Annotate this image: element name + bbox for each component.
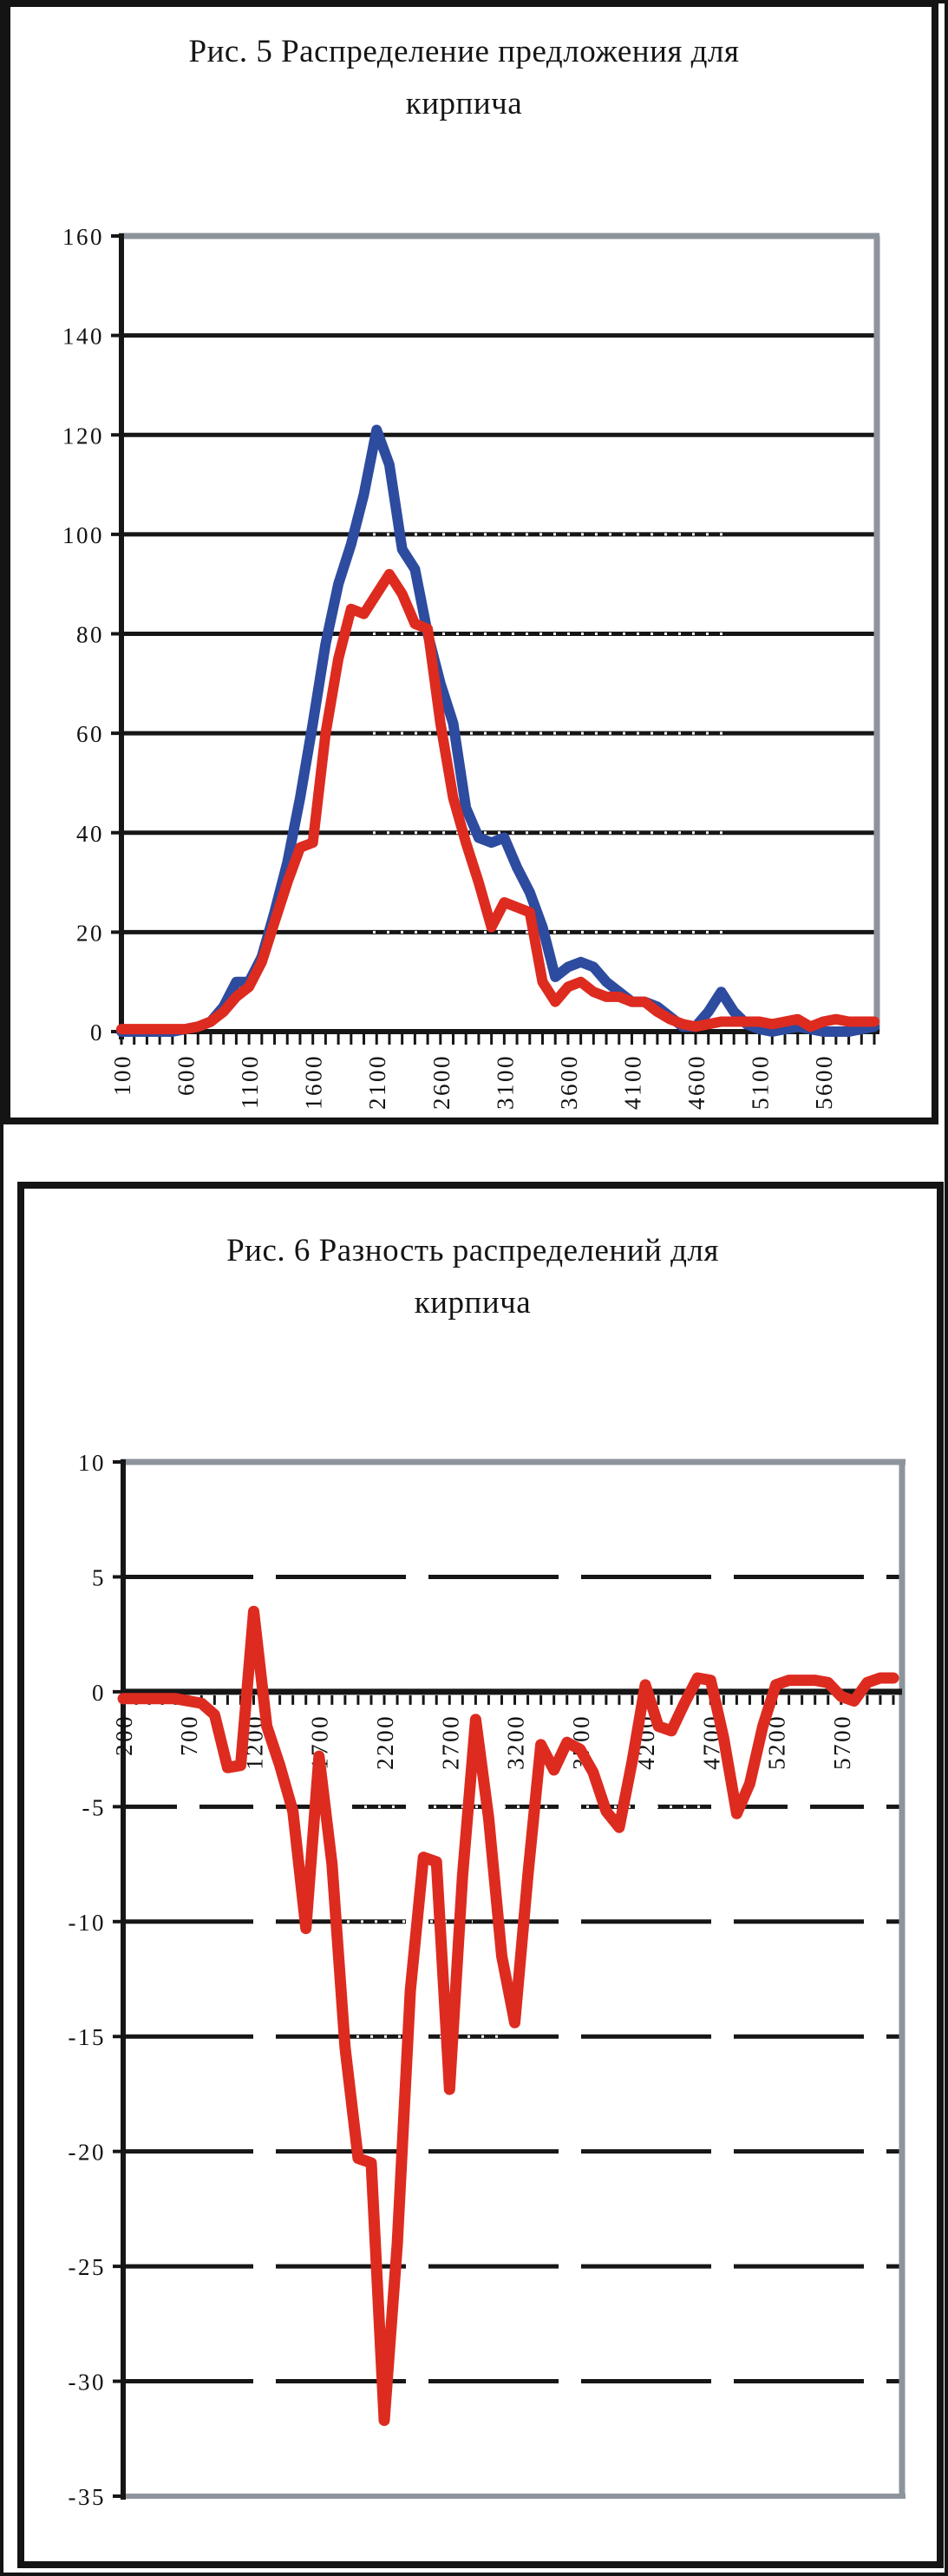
x-tick-label: 5100 (747, 1054, 774, 1110)
x-tick-label: 3600 (555, 1054, 582, 1110)
y-tick-label: 10 (78, 1450, 106, 1476)
x-tick-label: 1200 (241, 1714, 268, 1770)
y-tick-label: -35 (68, 2484, 106, 2510)
y-tick-label: 5 (92, 1564, 106, 1591)
y-tick-label: 100 (62, 521, 104, 548)
x-tick-label: 2100 (364, 1054, 391, 1110)
y-tick-label: 40 (76, 820, 104, 847)
y-tick-label: -5 (82, 1794, 106, 1821)
x-tick-label: 2600 (428, 1054, 454, 1110)
x-tick-label: 1100 (237, 1054, 264, 1109)
x-tick-label: 4600 (683, 1054, 710, 1110)
x-tick-label: 4700 (698, 1714, 725, 1770)
y-tick-label: -30 (68, 2369, 106, 2396)
supply-distribution-blue-line (121, 430, 874, 1032)
y-tick-label: 140 (62, 323, 104, 350)
x-tick-label: 2700 (437, 1714, 464, 1770)
x-tick-label: 3200 (502, 1714, 529, 1770)
x-tick-label: 5200 (763, 1714, 790, 1770)
supply-distribution-red-line (121, 574, 874, 1029)
x-tick-label: 5600 (811, 1054, 838, 1110)
x-tick-label: 5700 (828, 1714, 855, 1770)
y-tick-label: -10 (68, 1909, 106, 1936)
y-tick-label: 0 (90, 1019, 104, 1045)
y-tick-label: 20 (76, 920, 104, 947)
x-tick-label: 600 (173, 1054, 199, 1096)
x-tick-label: 1600 (300, 1054, 327, 1110)
x-tick-label: 4100 (619, 1054, 646, 1110)
figure-6-title: Рис. 6 Разность распределений для кирпича (226, 1233, 719, 1321)
x-tick-label: 2200 (372, 1714, 399, 1770)
y-tick-label: -20 (68, 2139, 106, 2166)
figure-5-title: Рис. 5 Распределение предложения для кирпича (188, 34, 740, 121)
y-tick-label: 60 (76, 721, 104, 748)
y-tick-label: 120 (62, 423, 104, 449)
x-tick-label: 700 (176, 1714, 203, 1756)
y-tick-label: -25 (68, 2254, 106, 2281)
x-tick-label: 3700 (567, 1714, 594, 1770)
x-tick-label: 4200 (633, 1714, 660, 1770)
y-tick-label: 80 (76, 621, 104, 648)
x-tick-label: 1700 (306, 1714, 333, 1770)
x-tick-label: 200 (111, 1714, 137, 1756)
y-tick-label: 0 (92, 1679, 106, 1706)
y-tick-label: 160 (62, 224, 104, 250)
x-tick-label: 100 (109, 1054, 135, 1096)
x-tick-label: 3100 (492, 1054, 519, 1110)
y-tick-label: -15 (68, 2024, 106, 2051)
